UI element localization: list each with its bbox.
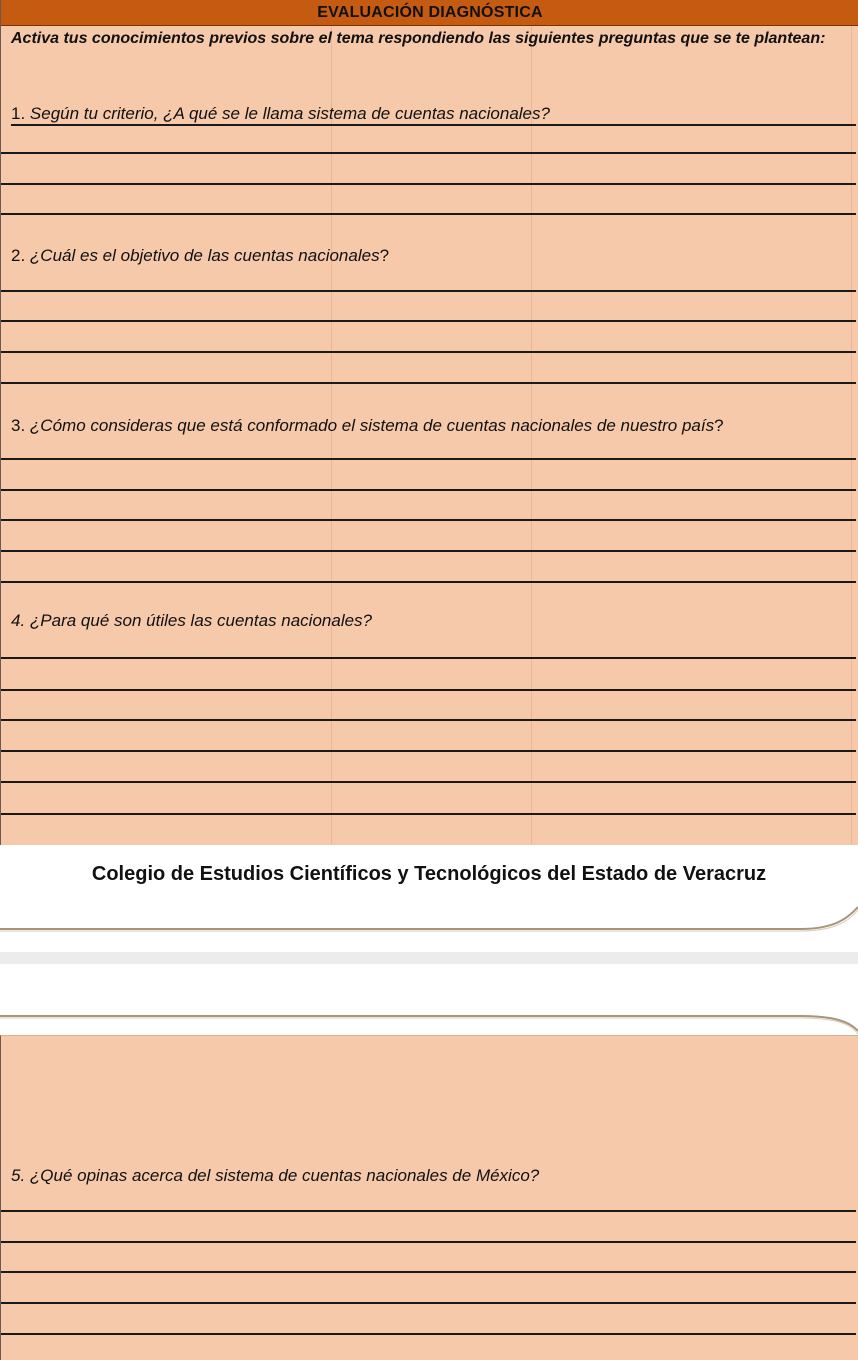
question-text: ¿Cómo consideras que está conformado el sistema de cuentas nacionales de nuestro país xyxy=(29,416,715,435)
page-separator xyxy=(0,952,858,964)
question-3 xyxy=(11,416,857,436)
answer-line[interactable] xyxy=(1,781,856,783)
question-4 xyxy=(11,611,857,631)
evaluation-panel-continued xyxy=(0,1035,858,1360)
answer-line[interactable] xyxy=(1,581,856,583)
answer-line[interactable] xyxy=(1,519,856,521)
question-text: Según tu criterio, ¿A qué se le llama sistema de cuentas nacionales? xyxy=(29,104,550,123)
answer-line[interactable] xyxy=(1,1210,856,1212)
answer-line[interactable] xyxy=(1,489,856,491)
answer-line[interactable] xyxy=(1,183,856,185)
question-number: 2. xyxy=(11,246,26,265)
answer-line[interactable] xyxy=(1,213,856,215)
question-2 xyxy=(11,246,857,266)
answer-line[interactable] xyxy=(1,1302,856,1304)
answer-line[interactable] xyxy=(1,382,856,384)
answer-line[interactable] xyxy=(1,657,856,659)
answer-line[interactable] xyxy=(1,1271,856,1273)
question-1 xyxy=(11,104,857,124)
answer-line[interactable] xyxy=(1,320,856,322)
answer-line[interactable] xyxy=(1,813,856,815)
answer-line[interactable] xyxy=(1,290,856,292)
answer-line[interactable] xyxy=(11,124,856,126)
section-title: EVALUACIÓN DIAGNÓSTICA xyxy=(1,0,858,26)
answer-line[interactable] xyxy=(1,689,856,691)
question-mark: ? xyxy=(714,416,724,435)
answer-line[interactable] xyxy=(1,719,856,721)
question-text: ¿Cuál es el objetivo de las cuentas nacionales xyxy=(29,246,380,265)
answer-line[interactable] xyxy=(1,458,856,460)
institution-name: Colegio de Estudios Científicos y Tecnológicos del Estado de Veracruz xyxy=(91,863,767,885)
answer-line[interactable] xyxy=(1,152,856,154)
question-number: 3. xyxy=(11,416,26,435)
answer-line[interactable] xyxy=(1,351,856,353)
question-number: 1. xyxy=(11,104,26,123)
answer-line[interactable] xyxy=(1,750,856,752)
question-text: 4. ¿Para qué son útiles las cuentas nacionales? xyxy=(11,611,373,630)
answer-line[interactable] xyxy=(1,550,856,552)
answer-line[interactable] xyxy=(1,1333,856,1335)
question-5 xyxy=(11,1166,857,1186)
question-text: 5. ¿Qué opinas acerca del sistema de cuentas nacionales de México? xyxy=(11,1166,540,1185)
question-mark: ? xyxy=(379,246,390,265)
answer-line[interactable] xyxy=(1,1241,856,1243)
page-border-curve xyxy=(0,880,858,940)
instructions-text: Activa tus conocimientos previos sobre el tema respondiendo las siguientes preguntas que se te plantean: xyxy=(11,30,826,47)
